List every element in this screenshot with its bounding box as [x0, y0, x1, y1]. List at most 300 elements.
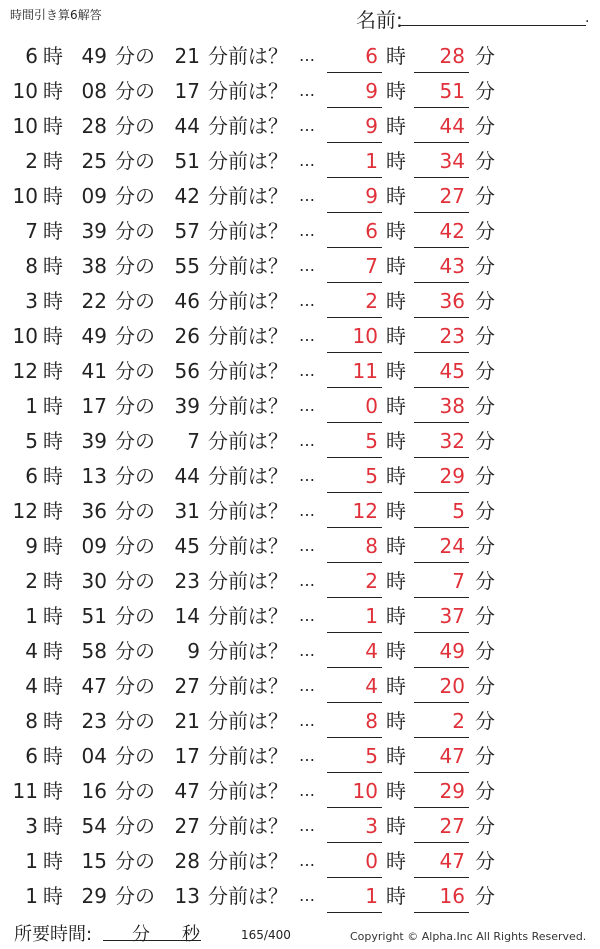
minute-of-label: 分の	[115, 184, 155, 208]
minutes-before-label: 分前は？	[208, 254, 288, 278]
answer-hour-underline	[327, 772, 382, 773]
name-input-line	[400, 25, 586, 26]
answer-minute-label: 分	[475, 114, 495, 138]
minutes-subtracted: 31	[174, 499, 200, 523]
problem-row	[0, 529, 600, 564]
answer-hour-label: 時	[386, 359, 406, 383]
problem-row	[0, 494, 600, 529]
answer-hour-label: 時	[386, 324, 406, 348]
problem-row	[0, 669, 600, 704]
answer-minute: 29	[439, 464, 465, 488]
minutes-subtracted: 46	[174, 289, 200, 313]
minutes-subtracted: 21	[174, 44, 200, 68]
answer-hour: 5	[365, 429, 378, 453]
start-minute: 38	[81, 254, 107, 278]
answer-hour-underline	[327, 737, 382, 738]
ellipsis: …	[299, 781, 315, 800]
answer-hour-label: 時	[386, 429, 406, 453]
answer-hour-label: 時	[386, 79, 406, 103]
answer-minute: 5	[452, 499, 465, 523]
problem-row	[0, 634, 600, 669]
start-minute: 47	[81, 674, 107, 698]
start-minute: 39	[81, 429, 107, 453]
answer-minute-label: 分	[475, 149, 495, 173]
answer-hour: 2	[365, 289, 378, 313]
answer-hour: 2	[365, 569, 378, 593]
time-seconds-label: 秒	[182, 924, 200, 945]
minutes-before-label: 分前は？	[208, 674, 288, 698]
answer-minute-label: 分	[475, 674, 495, 698]
answer-minute: 24	[439, 534, 465, 558]
problem-row	[0, 39, 600, 74]
start-hour: 12	[12, 499, 38, 523]
start-hour: 8	[25, 709, 38, 733]
start-hour: 4	[25, 674, 38, 698]
ellipsis: …	[299, 746, 315, 765]
answer-minute-underline	[414, 807, 469, 808]
minute-of-label: 分の	[115, 814, 155, 838]
minutes-subtracted: 17	[174, 744, 200, 768]
answer-minute: 20	[439, 674, 465, 698]
answer-hour-label: 時	[386, 884, 406, 908]
answer-hour-label: 時	[386, 184, 406, 208]
answer-hour: 5	[365, 464, 378, 488]
start-minute: 28	[81, 114, 107, 138]
answer-minute-label: 分	[475, 394, 495, 418]
answer-minute: 44	[439, 114, 465, 138]
answer-minute: 28	[439, 44, 465, 68]
answer-hour: 0	[365, 394, 378, 418]
minutes-subtracted: 47	[174, 779, 200, 803]
minute-of-label: 分の	[115, 499, 155, 523]
answer-hour-underline	[327, 177, 382, 178]
answer-hour-label: 時	[386, 569, 406, 593]
start-minute: 30	[81, 569, 107, 593]
start-minute: 25	[81, 149, 107, 173]
answer-hour-label: 時	[386, 219, 406, 243]
hour-label: 時	[43, 44, 63, 68]
ellipsis: …	[299, 256, 315, 275]
answer-hour-label: 時	[386, 674, 406, 698]
answer-minute-label: 分	[475, 884, 495, 908]
minutes-before-label: 分前は？	[208, 289, 288, 313]
ellipsis: …	[299, 466, 315, 485]
ellipsis: …	[299, 396, 315, 415]
minute-of-label: 分の	[115, 394, 155, 418]
hour-label: 時	[43, 184, 63, 208]
minutes-subtracted: 56	[174, 359, 200, 383]
minute-of-label: 分の	[115, 464, 155, 488]
answer-minute-underline	[414, 877, 469, 878]
answer-hour-underline	[327, 492, 382, 493]
problem-row	[0, 74, 600, 109]
minutes-before-label: 分前は？	[208, 499, 288, 523]
answer-hour-label: 時	[386, 114, 406, 138]
ellipsis: …	[299, 571, 315, 590]
answer-minute-underline	[414, 387, 469, 388]
ellipsis: …	[299, 851, 315, 870]
answer-minute: 32	[439, 429, 465, 453]
answer-minute: 36	[439, 289, 465, 313]
minutes-subtracted: 27	[174, 674, 200, 698]
answer-minute-underline	[414, 562, 469, 563]
minutes-before-label: 分前は？	[208, 884, 288, 908]
answer-hour-underline	[327, 212, 382, 213]
answer-hour-underline	[327, 352, 382, 353]
answer-minute-underline	[414, 282, 469, 283]
problem-row	[0, 774, 600, 809]
minute-of-label: 分の	[115, 79, 155, 103]
answer-hour-label: 時	[386, 744, 406, 768]
minute-of-label: 分の	[115, 569, 155, 593]
start-minute: 04	[81, 744, 107, 768]
answer-hour: 10	[352, 779, 378, 803]
start-hour: 10	[12, 184, 38, 208]
minute-of-label: 分の	[115, 744, 155, 768]
answer-hour: 8	[365, 534, 378, 558]
start-hour: 8	[25, 254, 38, 278]
minutes-subtracted: 7	[187, 429, 200, 453]
problem-row	[0, 179, 600, 214]
answer-minute-label: 分	[475, 534, 495, 558]
hour-label: 時	[43, 884, 63, 908]
minute-of-label: 分の	[115, 884, 155, 908]
answer-minute-underline	[414, 72, 469, 73]
problem-row	[0, 564, 600, 599]
start-minute: 41	[81, 359, 107, 383]
minutes-before-label: 分前は？	[208, 79, 288, 103]
answer-hour: 4	[365, 674, 378, 698]
problem-row	[0, 284, 600, 319]
start-hour: 10	[12, 79, 38, 103]
answer-minute: 27	[439, 184, 465, 208]
minute-of-label: 分の	[115, 359, 155, 383]
answer-hour-label: 時	[386, 639, 406, 663]
answer-minute-label: 分	[475, 289, 495, 313]
hour-label: 時	[43, 779, 63, 803]
start-minute: 08	[81, 79, 107, 103]
start-hour: 7	[25, 219, 38, 243]
hour-label: 時	[43, 674, 63, 698]
time-minutes-label: 分	[132, 924, 150, 945]
answer-hour: 12	[352, 499, 378, 523]
problem-row	[0, 144, 600, 179]
answer-minute-label: 分	[475, 569, 495, 593]
answer-hour-label: 時	[386, 779, 406, 803]
hour-label: 時	[43, 814, 63, 838]
answer-minute: 34	[439, 149, 465, 173]
minutes-before-label: 分前は？	[208, 534, 288, 558]
minutes-before-label: 分前は？	[208, 114, 288, 138]
answer-hour-label: 時	[386, 604, 406, 628]
hour-label: 時	[43, 464, 63, 488]
ellipsis: …	[299, 606, 315, 625]
minutes-before-label: 分前は？	[208, 464, 288, 488]
start-minute: 15	[81, 849, 107, 873]
minute-of-label: 分の	[115, 114, 155, 138]
answer-minute: 49	[439, 639, 465, 663]
start-hour: 3	[25, 814, 38, 838]
answer-minute: 23	[439, 324, 465, 348]
minutes-subtracted: 21	[174, 709, 200, 733]
answer-minute-label: 分	[475, 254, 495, 278]
minute-of-label: 分の	[115, 849, 155, 873]
answer-minute-underline	[414, 317, 469, 318]
start-minute: 36	[81, 499, 107, 523]
answer-minute-underline	[414, 352, 469, 353]
answer-minute: 51	[439, 79, 465, 103]
answer-hour: 10	[352, 324, 378, 348]
answer-minute-underline	[414, 632, 469, 633]
hour-label: 時	[43, 289, 63, 313]
problem-row	[0, 599, 600, 634]
start-hour: 2	[25, 569, 38, 593]
ellipsis: …	[299, 81, 315, 100]
start-hour: 6	[25, 44, 38, 68]
hour-label: 時	[43, 534, 63, 558]
hour-label: 時	[43, 219, 63, 243]
start-hour: 1	[25, 849, 38, 873]
answer-hour: 3	[365, 814, 378, 838]
answer-minute-label: 分	[475, 429, 495, 453]
minutes-subtracted: 57	[174, 219, 200, 243]
minutes-before-label: 分前は？	[208, 604, 288, 628]
start-minute: 54	[81, 814, 107, 838]
answer-minute-label: 分	[475, 744, 495, 768]
answer-hour-underline	[327, 282, 382, 283]
answer-hour-underline	[327, 527, 382, 528]
answer-minute-label: 分	[475, 184, 495, 208]
start-hour: 5	[25, 429, 38, 453]
answer-hour-label: 時	[386, 289, 406, 313]
answer-minute-label: 分	[475, 849, 495, 873]
hour-label: 時	[43, 429, 63, 453]
ellipsis: …	[299, 641, 315, 660]
answer-minute-label: 分	[475, 604, 495, 628]
start-hour: 3	[25, 289, 38, 313]
answer-minute: 16	[439, 884, 465, 908]
start-minute: 13	[81, 464, 107, 488]
minutes-subtracted: 9	[187, 639, 200, 663]
minutes-subtracted: 44	[174, 464, 200, 488]
hour-label: 時	[43, 709, 63, 733]
answer-hour-label: 時	[386, 464, 406, 488]
minute-of-label: 分の	[115, 149, 155, 173]
start-hour: 12	[12, 359, 38, 383]
answer-hour-underline	[327, 597, 382, 598]
start-hour: 1	[25, 394, 38, 418]
ellipsis: …	[299, 326, 315, 345]
hour-label: 時	[43, 394, 63, 418]
start-hour: 1	[25, 884, 38, 908]
ellipsis: …	[299, 151, 315, 170]
answer-hour-underline	[327, 457, 382, 458]
page-number: 165/400	[241, 928, 291, 942]
answer-hour: 4	[365, 639, 378, 663]
answer-hour-underline	[327, 667, 382, 668]
start-minute: 09	[81, 184, 107, 208]
ellipsis: …	[299, 361, 315, 380]
minutes-before-label: 分前は？	[208, 324, 288, 348]
answer-minute: 42	[439, 219, 465, 243]
start-minute: 49	[81, 44, 107, 68]
answer-hour: 0	[365, 849, 378, 873]
minutes-subtracted: 55	[174, 254, 200, 278]
answer-hour-label: 時	[386, 499, 406, 523]
worksheet-title: 時間引き算6解答	[10, 8, 102, 22]
answer-minute: 43	[439, 254, 465, 278]
ellipsis: …	[299, 116, 315, 135]
minutes-subtracted: 45	[174, 534, 200, 558]
problem-row	[0, 459, 600, 494]
answer-hour: 6	[365, 44, 378, 68]
problem-row	[0, 319, 600, 354]
hour-label: 時	[43, 324, 63, 348]
answer-hour: 8	[365, 709, 378, 733]
answer-hour: 9	[365, 184, 378, 208]
start-hour: 9	[25, 534, 38, 558]
answer-hour: 7	[365, 254, 378, 278]
problem-row	[0, 249, 600, 284]
answer-hour-underline	[327, 247, 382, 248]
start-hour: 4	[25, 639, 38, 663]
start-minute: 49	[81, 324, 107, 348]
minute-of-label: 分の	[115, 324, 155, 348]
ellipsis: …	[299, 221, 315, 240]
minutes-before-label: 分前は？	[208, 359, 288, 383]
answer-hour-underline	[327, 807, 382, 808]
minute-of-label: 分の	[115, 289, 155, 313]
answer-hour-underline	[327, 422, 382, 423]
problem-row	[0, 109, 600, 144]
answer-minute: 38	[439, 394, 465, 418]
answer-minute-label: 分	[475, 324, 495, 348]
answer-minute: 45	[439, 359, 465, 383]
ellipsis: …	[299, 431, 315, 450]
minute-of-label: 分の	[115, 429, 155, 453]
answer-hour-label: 時	[386, 849, 406, 873]
minutes-before-label: 分前は？	[208, 744, 288, 768]
minutes-subtracted: 44	[174, 114, 200, 138]
hour-label: 時	[43, 744, 63, 768]
answer-minute-underline	[414, 842, 469, 843]
problem-row	[0, 739, 600, 774]
minutes-before-label: 分前は？	[208, 709, 288, 733]
minutes-before-label: 分前は？	[208, 849, 288, 873]
answer-minute-label: 分	[475, 639, 495, 663]
hour-label: 時	[43, 569, 63, 593]
start-hour: 1	[25, 604, 38, 628]
minutes-before-label: 分前は？	[208, 184, 288, 208]
problem-row	[0, 354, 600, 389]
answer-hour-label: 時	[386, 709, 406, 733]
answer-minute-label: 分	[475, 814, 495, 838]
ellipsis: …	[299, 501, 315, 520]
minutes-subtracted: 13	[174, 884, 200, 908]
minutes-subtracted: 39	[174, 394, 200, 418]
answer-hour-underline	[327, 912, 382, 913]
problem-row	[0, 844, 600, 879]
ellipsis: …	[299, 886, 315, 905]
minutes-before-label: 分前は？	[208, 569, 288, 593]
minutes-before-label: 分前は？	[208, 639, 288, 663]
answer-minute: 2	[452, 709, 465, 733]
answer-minute-underline	[414, 527, 469, 528]
answer-minute-underline	[414, 597, 469, 598]
answer-hour-underline	[327, 562, 382, 563]
start-hour: 10	[12, 324, 38, 348]
hour-label: 時	[43, 79, 63, 103]
minute-of-label: 分の	[115, 219, 155, 243]
hour-label: 時	[43, 849, 63, 873]
start-minute: 22	[81, 289, 107, 313]
answer-minute-underline	[414, 772, 469, 773]
answer-minute: 47	[439, 744, 465, 768]
ellipsis: …	[299, 536, 315, 555]
answer-minute-underline	[414, 422, 469, 423]
answer-minute-underline	[414, 702, 469, 703]
hour-label: 時	[43, 604, 63, 628]
copyright-text: Copyright © Alpha.Inc All Rights Reserved.	[350, 930, 587, 943]
answer-hour-underline	[327, 702, 382, 703]
minutes-before-label: 分前は？	[208, 779, 288, 803]
start-minute: 39	[81, 219, 107, 243]
start-hour: 2	[25, 149, 38, 173]
ellipsis: …	[299, 676, 315, 695]
answer-minute-underline	[414, 212, 469, 213]
minutes-before-label: 分前は？	[208, 44, 288, 68]
answer-hour-label: 時	[386, 814, 406, 838]
minute-of-label: 分の	[115, 779, 155, 803]
minutes-subtracted: 42	[174, 184, 200, 208]
minutes-subtracted: 14	[174, 604, 200, 628]
time-required-label: 所要時間:	[14, 924, 93, 945]
minutes-subtracted: 26	[174, 324, 200, 348]
start-hour: 10	[12, 114, 38, 138]
answer-hour-label: 時	[386, 254, 406, 278]
answer-minute-underline	[414, 142, 469, 143]
answer-hour-underline	[327, 842, 382, 843]
answer-minute-underline	[414, 492, 469, 493]
answer-minute: 37	[439, 604, 465, 628]
answer-minute-label: 分	[475, 779, 495, 803]
answer-minute: 29	[439, 779, 465, 803]
answer-minute-label: 分	[475, 219, 495, 243]
problem-row	[0, 879, 600, 914]
start-minute: 51	[81, 604, 107, 628]
problem-row	[0, 214, 600, 249]
ellipsis: …	[299, 711, 315, 730]
minutes-before-label: 分前は？	[208, 814, 288, 838]
answer-hour: 5	[365, 744, 378, 768]
minutes-before-label: 分前は？	[208, 219, 288, 243]
problem-row	[0, 389, 600, 424]
answer-hour: 6	[365, 219, 378, 243]
answer-hour-label: 時	[386, 394, 406, 418]
ellipsis: …	[299, 816, 315, 835]
hour-label: 時	[43, 359, 63, 383]
answer-minute-label: 分	[475, 44, 495, 68]
minute-of-label: 分の	[115, 534, 155, 558]
answer-hour: 9	[365, 114, 378, 138]
answer-minute-label: 分	[475, 499, 495, 523]
start-minute: 29	[81, 884, 107, 908]
problem-row	[0, 809, 600, 844]
answer-minute-underline	[414, 457, 469, 458]
answer-hour: 11	[352, 359, 378, 383]
ellipsis: …	[299, 186, 315, 205]
answer-minute: 7	[452, 569, 465, 593]
